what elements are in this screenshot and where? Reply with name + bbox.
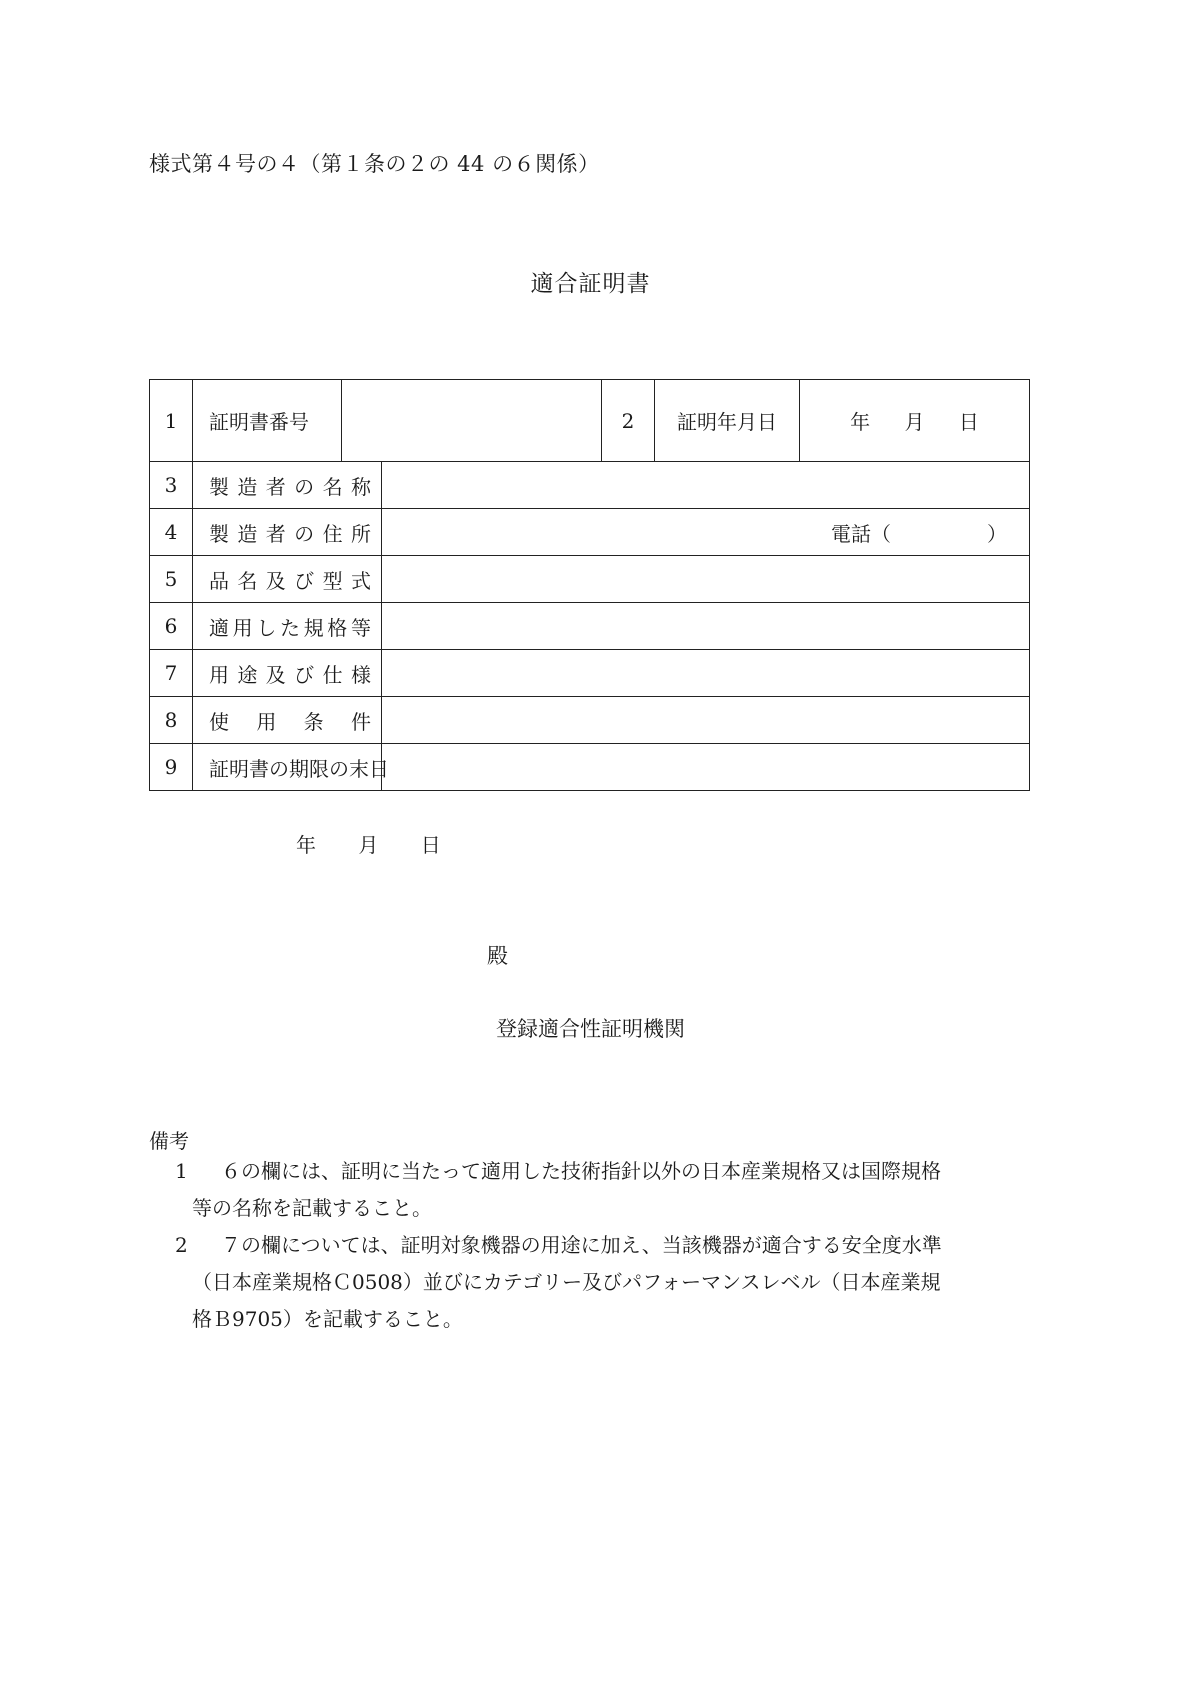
label-char: 式 [350,568,371,593]
table-row [150,603,1030,650]
label-char: 及 [265,662,286,687]
phone-close: ） [987,521,1007,546]
table-row [150,509,1030,556]
phone-label: 電話（ [831,521,891,546]
label-char: 用 [256,709,277,734]
remark-text: ６の欄には、証明に当たって適用した技術指針以外の日本産業規格又は国際規格 [221,1159,941,1183]
label-char: び [294,568,315,593]
label-char: 者 [265,474,286,499]
remark-item [175,1227,1025,1338]
table-row [150,462,1030,509]
label-char: 途 [237,662,258,687]
certificate-table [149,379,1030,791]
remark-text-continued: （日本産業規格Ｃ0508）並びにカテゴリー及びパフォーマンスレベル（日本産業規 [192,1270,941,1294]
remark-text-continued: 格Ｂ9705）を記載すること。 [192,1307,463,1331]
form-number-header: 様式第４号の４（第１条の２の 44 の６関係） [149,152,600,176]
addressee-suffix: 殿 [487,944,508,968]
spaced-label [209,706,371,735]
label-char: 型 [322,568,343,593]
row-number: 2 [602,380,655,462]
usage-conditions-field[interactable] [382,697,1030,744]
label-char: 条 [303,709,324,734]
expiry-date-label: 証明書の期限の末日 [193,744,382,791]
table-row [150,380,1030,462]
row-number: 9 [150,744,193,791]
label-char: 使 [209,709,229,734]
label-char: 等 [350,615,371,640]
use-specification-label [193,650,382,697]
label-char: 様 [350,662,371,687]
applied-standards-label [193,603,382,650]
applied-standards-field[interactable] [382,603,1030,650]
label-char: の [294,474,315,499]
certificate-number-label: 証明書番号 [193,380,342,462]
use-specification-field[interactable] [382,650,1030,697]
spaced-label [209,659,371,688]
row-number: 3 [150,462,193,509]
label-char: し [256,615,277,640]
issuing-agency: 登録適合性証明機関 [496,1017,685,1041]
table-row [150,650,1030,697]
label-char: 格 [327,615,348,640]
label-char: び [294,662,315,687]
manufacturer-address-label [193,509,382,556]
remarks-title: 備考 [149,1129,189,1153]
spaced-label [209,518,371,547]
certification-date-label: 証明年月日 [655,380,800,462]
label-char: 名 [237,568,258,593]
label-char: 用 [209,662,229,687]
remark-text-continued: 等の名称を記載すること。 [192,1196,432,1220]
product-model-field[interactable] [382,556,1030,603]
label-char: 住 [322,521,343,546]
row-number: 7 [150,650,193,697]
label-char: た [279,615,300,640]
table-row [150,744,1030,791]
spaced-label [209,612,371,641]
certificate-number-field[interactable] [342,380,602,462]
label-char: 造 [237,521,258,546]
product-model-label [193,556,382,603]
label-char: 造 [237,474,258,499]
table-row [150,556,1030,603]
remark-text: ７の欄については、証明対象機器の用途に加え、当該機器が適合する安全度水準 [221,1233,942,1257]
row-number: 8 [150,697,193,744]
spaced-label [209,565,371,594]
label-char: 称 [350,474,371,499]
page-title: 適合証明書 [530,271,651,297]
label-char: の [294,521,315,546]
label-char: 所 [350,521,371,546]
spaced-label [209,471,371,500]
row-number: 4 [150,509,193,556]
remark-number: 1 [175,1159,188,1183]
label-char: 製 [209,521,229,546]
table-row [150,697,1030,744]
label-char: 適 [209,615,229,640]
row-number: 6 [150,603,193,650]
label-char: 者 [265,521,286,546]
label-char: 用 [232,615,253,640]
manufacturer-name-field[interactable] [382,462,1030,509]
label-char: 名 [322,474,343,499]
issue-date: 年 月 日 [296,833,441,857]
remark-number: 2 [175,1233,188,1257]
manufacturer-name-label [193,462,382,509]
usage-conditions-label [193,697,382,744]
certification-date-field[interactable]: 年 月 日 [800,380,1030,462]
expiry-date-field[interactable] [382,744,1030,791]
row-number: 1 [150,380,193,462]
row-number: 5 [150,556,193,603]
manufacturer-address-field[interactable] [382,509,1030,556]
remark-item [175,1153,1025,1227]
label-char: 規 [303,615,324,640]
label-char: 件 [350,709,371,734]
label-char: 仕 [322,662,343,687]
label-char: 品 [209,568,229,593]
label-char: 及 [265,568,286,593]
label-char: 製 [209,474,229,499]
